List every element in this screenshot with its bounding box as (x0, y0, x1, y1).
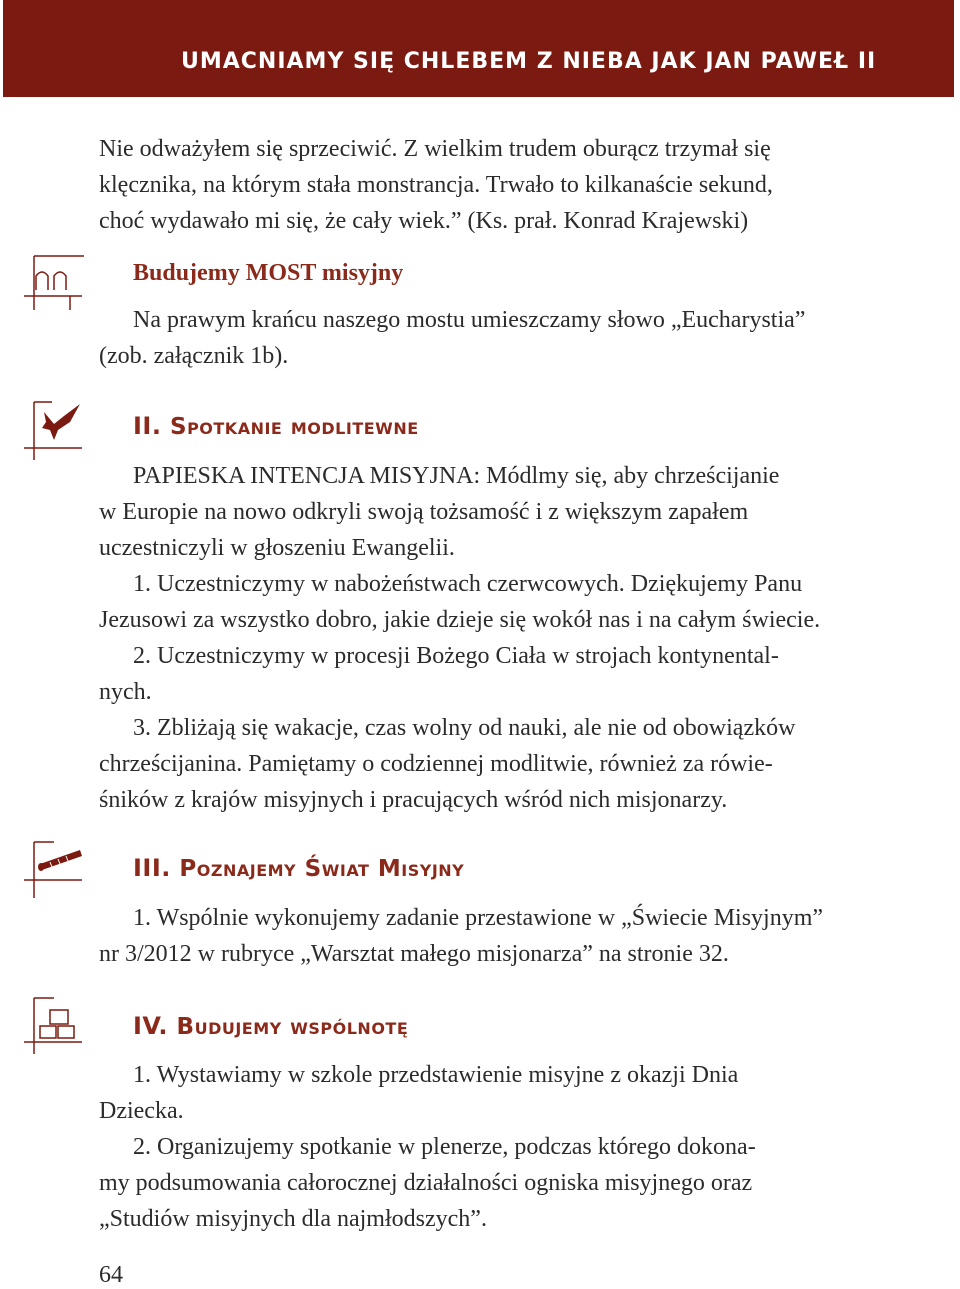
section-3-title: Poznajemy Świat Misyjny (179, 856, 465, 882)
section-2-line: 3. Zbliżają się wakacje, czas wolny od nauki, ale nie od obowiązków (133, 715, 796, 741)
section-4-line: 1. Wystawiamy w szkole przedstawienie misyjne z okazji Dnia (133, 1062, 739, 1088)
section-2-line: nych. (99, 679, 152, 705)
section-2-number: II. (133, 412, 162, 440)
section-4-line: Dziecka. (99, 1098, 184, 1124)
section-2-body (99, 458, 861, 818)
section-3-heading (133, 854, 464, 882)
section-4-heading (133, 1012, 408, 1040)
section-2-line: 2. Uczestniczymy w procesji Bożego Ciała w strojach kontynental- (133, 643, 779, 669)
section-2-line: uczestniczyli w głoszeniu Ewangelii. (99, 535, 455, 561)
section-4-body (99, 1057, 861, 1237)
page-number: 64 (99, 1262, 123, 1288)
intro-line: klęcznika, na którym stała monstrancja. Trwało to kilkanaście sekund, (99, 172, 773, 198)
section-4-number: IV. (133, 1012, 169, 1040)
intro-paragraph (99, 131, 861, 239)
section-2-line: Jezusowi za wszystko dobro, jakie dzieje się wokół nas i na całym świecie. (99, 607, 821, 633)
section-2-line: chrześcijanina. Pamiętamy o codziennej modlitwie, również za rówie- (99, 751, 773, 777)
section-3-body (99, 900, 861, 972)
section-3-line: 1. Wspólnie wykonujemy zadanie przestawione w „Świecie Misyjnym” (133, 905, 824, 931)
most-line: (zob. załącznik 1b). (99, 343, 289, 369)
header-title: UMACNIAMY SIĘ CHLEBEM Z NIEBA JAK JAN PAWEŁ II (181, 49, 877, 74)
section-4-title: Budujemy wspólnotę (176, 1014, 409, 1040)
most-line: Na prawym krańcu naszego mostu umieszczamy słowo „Eucharystia” (133, 307, 806, 333)
section-2-line: śników z krajów misyjnych i pracujących wśród nich misjonarzy. (99, 787, 728, 813)
section-2-title: Spotkanie modlitewne (170, 414, 419, 440)
page-header-bar (3, 0, 954, 97)
section-2-heading (133, 412, 419, 440)
section-3-number: III. (133, 854, 171, 882)
most-paragraph (99, 302, 861, 374)
most-title: Budujemy MOST misyjny (133, 260, 404, 286)
section-2-line: 1. Uczestniczymy w nabożeństwach czerwcowych. Dziękujemy Panu (133, 571, 803, 597)
dove-icon (24, 400, 86, 462)
section-3-line: nr 3/2012 w rubryce „Warsztat małego misjonarza” na stronie 32. (99, 941, 729, 967)
section-2-line: PAPIESKA INTENCJA MISYJNA: Módlmy się, aby chrześcijanie (133, 463, 780, 489)
section-4-line: my podsumowania całorocznej działalności ogniska misyjnego oraz (99, 1170, 753, 1196)
section-4-line: 2. Organizujemy spotkanie w plenerze, podczas którego dokona- (133, 1134, 756, 1160)
intro-line: choć wydawało mi się, że cały wiek.” (Ks. prał. Konrad Krajewski) (99, 208, 749, 234)
section-4-line: „Studiów misyjnych dla najmłodszych”. (99, 1206, 487, 1232)
intro-line: Nie odważyłem się sprzeciwić. Z wielkim trudem oburącz trzymał się (99, 136, 771, 162)
blocks-icon (24, 996, 86, 1058)
section-2-line: w Europie na nowo odkryli swoją tożsamość i z większym zapałem (99, 499, 749, 525)
scroll-icon (24, 838, 86, 900)
bridge-icon (24, 252, 86, 314)
